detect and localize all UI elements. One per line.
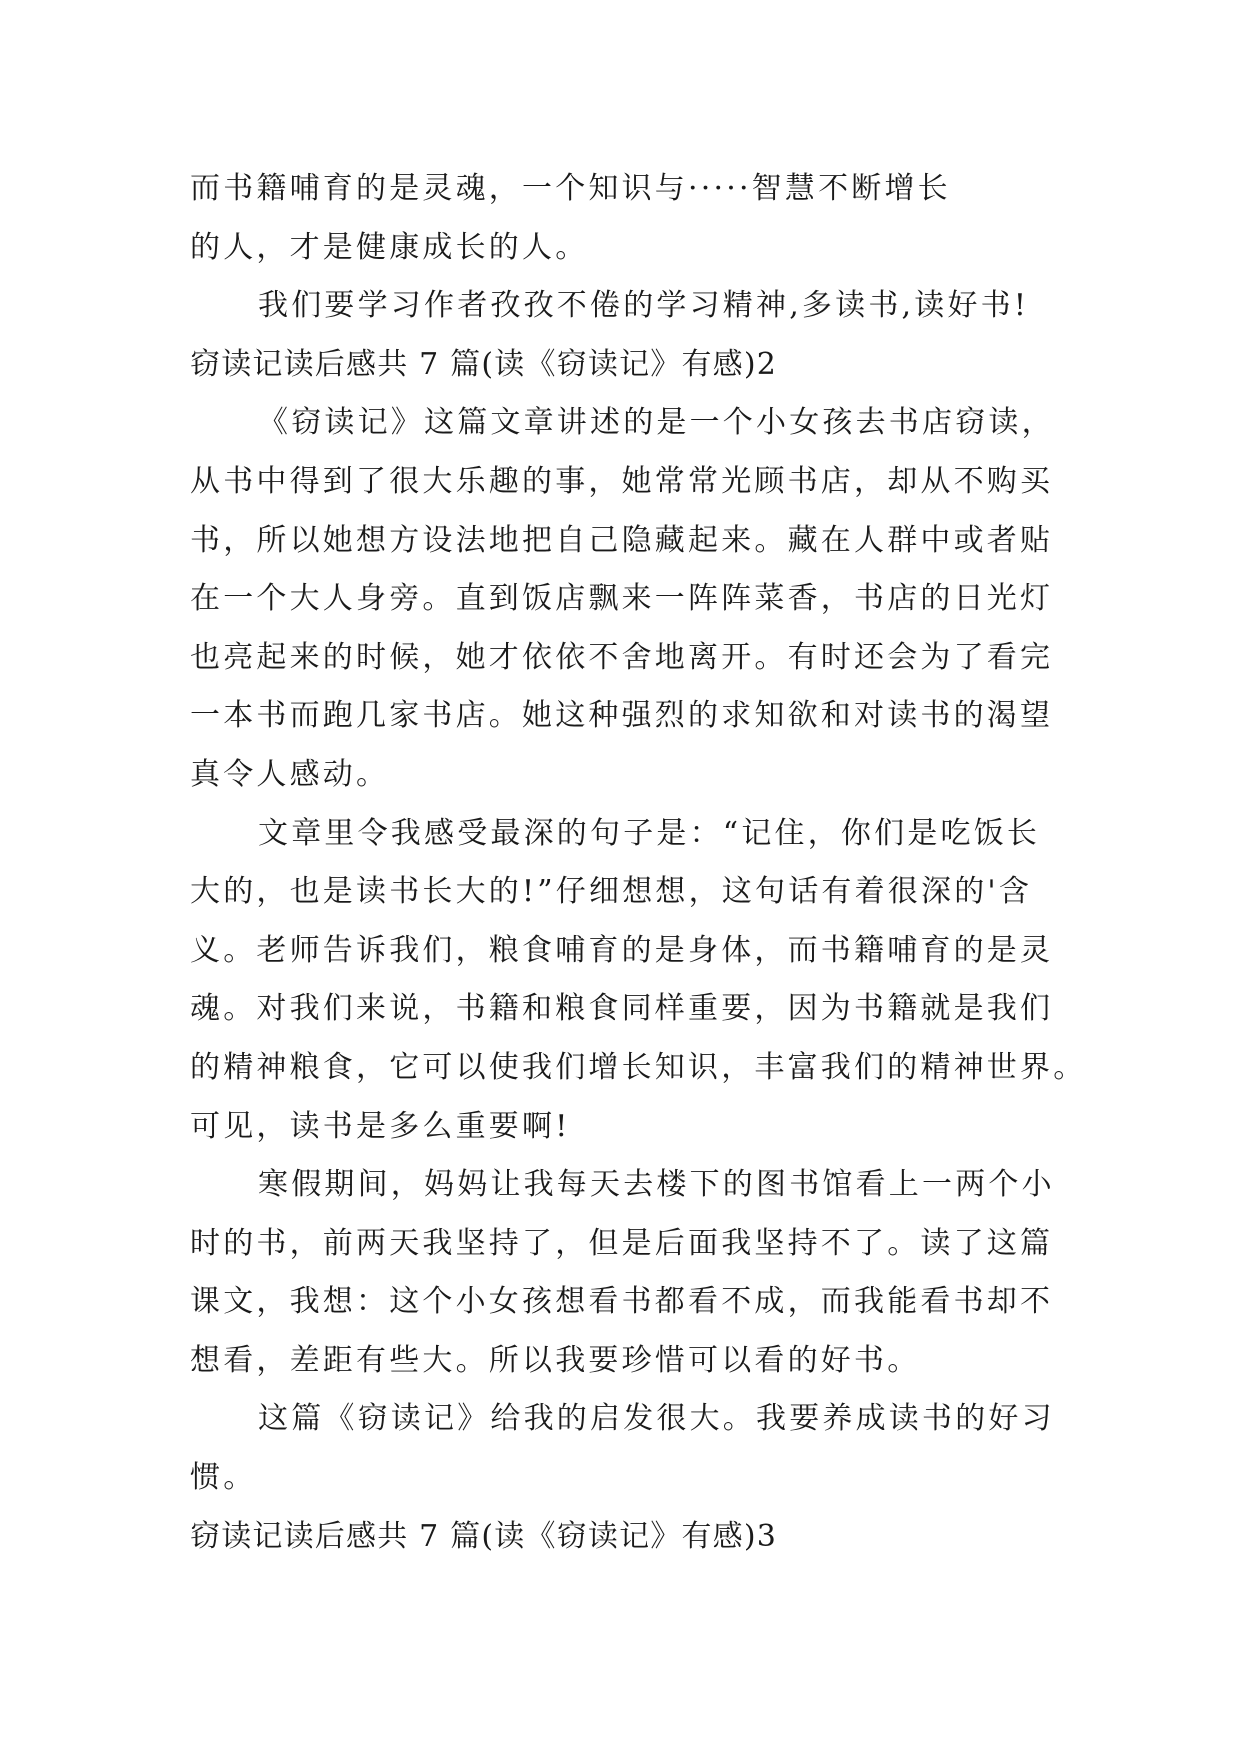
text-line: 想看，差距有些大。所以我要珍惜可以看的好书。: [190, 1342, 921, 1378]
text-line: 书，所以她想方设法地把自己隐藏起来。藏在人群中或者贴: [190, 522, 1054, 558]
text-line: 大的，也是读书长大的!”仔细想想，这句话有着很深的'含: [190, 874, 1033, 910]
text-line: 课文，我想：这个小女孩想看书都看不成，而我能看书却不: [190, 1284, 1054, 1320]
text-line: 的人，才是健康成长的人。: [190, 229, 589, 265]
text-line: 《窃读记》这篇文章讲述的是一个小女孩去书店窃读，: [258, 405, 1055, 441]
text-line: 文章里令我感受最深的句子是：“记住，你们是吃饭长: [258, 815, 1041, 851]
text-line: 这篇《窃读记》给我的启发很大。我要养成读书的好习: [258, 1401, 1055, 1437]
section-heading: 窃读记读后感共 7 篇(读《窃读记》有感)2: [190, 346, 778, 382]
text-line: 惯。: [190, 1460, 257, 1496]
text-line: 而书籍哺育的是灵魂，一个知识与·····智慧不断增长: [190, 171, 951, 206]
text-line: 从书中得到了很大乐趣的事，她常常光顾书店，却从不购买: [190, 463, 1054, 499]
text-line: 也亮起来的时候，她才依依不舍地离开。有时还会为了看完: [190, 639, 1054, 675]
section-heading: 窃读记读后感共 7 篇(读《窃读记》有感)3: [190, 1518, 778, 1554]
text-line: 寒假期间，妈妈让我每天去楼下的图书馆看上一两个小: [258, 1167, 1055, 1203]
text-line: 真令人感动。: [190, 756, 390, 792]
text-line: 在一个大人身旁。直到饭店飘来一阵阵菜香，书店的日光灯: [190, 581, 1054, 617]
text-line: 可见，读书是多么重要啊!: [190, 1108, 571, 1144]
text-line: 义。老师告诉我们，粮食哺育的是身体，而书籍哺育的是灵: [190, 932, 1054, 968]
document-body: [190, 160, 1087, 1566]
text-line: 一本书而跑几家书店。她这种强烈的求知欲和对读书的渴望: [190, 698, 1054, 734]
text-line: 我们要学习作者孜孜不倦的学习精神,多读书,读好书!: [258, 288, 1030, 324]
text-line: 时的书，前两天我坚持了，但是后面我坚持不了。读了这篇: [190, 1225, 1054, 1261]
text-line: 魂。对我们来说，书籍和粮食同样重要，因为书籍就是我们: [190, 991, 1054, 1027]
text-line: 的精神粮食，它可以使我们增长知识，丰富我们的精神世界。: [190, 1049, 1087, 1085]
